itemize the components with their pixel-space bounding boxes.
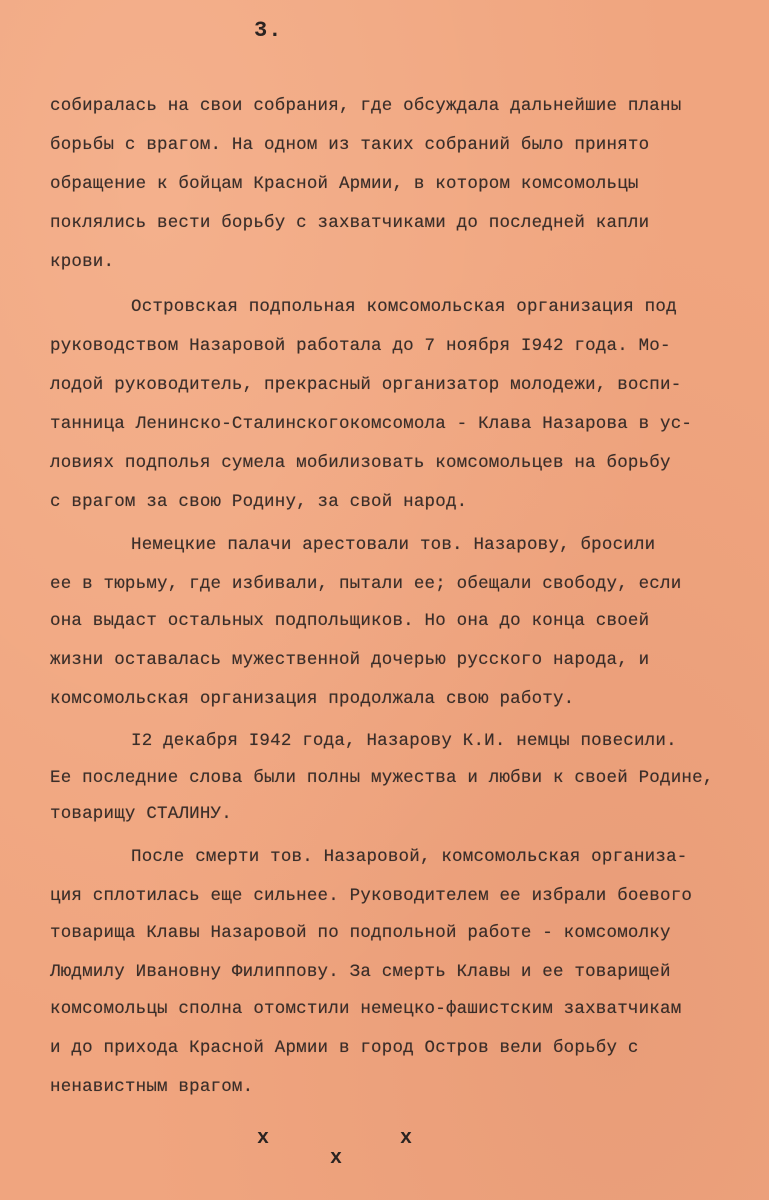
end-mark: x [257,1127,270,1150]
text-line: крови. [50,252,115,272]
text-line: ненавистным врагом. [50,1077,254,1097]
text-line: ция сплотилась еще сильнее. Руководителем ее избрали боевого [50,886,693,906]
text-line: комсомольская организация продолжала свою работу. [50,689,575,709]
text-line: Островская подпольная комсомольская организация под [131,297,677,317]
end-mark: x [330,1147,343,1170]
end-mark: x [400,1127,413,1150]
text-line: и до прихода Красной Армии в город Остров вели борьбу с [50,1038,639,1058]
text-line: Немецкие палачи арестовали тов. Назарову, бросили [131,535,656,555]
text-line: лодой руководитель, прекрасный организатор молодежи, воспи- [50,375,682,395]
text-line: После смерти тов. Назаровой, комсомольская организа- [131,847,688,867]
text-line: товарищу СТАЛИНУ. [50,804,232,824]
text-line: Ее последние слова были полны мужества и любви к своей Родине, [50,768,714,788]
text-line: жизни оставалась мужественной дочерью русского народа, и [50,650,650,670]
text-line: ловиях подполья сумела мобилизовать комсомольцев на борьбу [50,453,671,473]
text-line: руководством Назаровой работала до 7 ноября I942 года. Мо- [50,336,671,356]
text-line: обращение к бойцам Красной Армии, в котором комсомольцы [50,174,639,194]
text-line: танница Ленинско-Сталинскогокомсомола - Клава Назарова в ус- [50,414,693,434]
text-line: комсомольцы сполна отомстили немецко-фашистским захватчикам [50,999,682,1019]
text-line: борьбы с врагом. На одном из таких собраний было принято [50,135,650,155]
text-line: она выдаст остальных подпольщиков. Но она до конца своей [50,611,650,631]
text-line: собиралась на свои собрания, где обсуждала дальнейшие планы [50,96,682,116]
text-line: с врагом за свою Родину, за свой народ. [50,492,468,512]
text-line: товарища Клавы Назаровой по подпольной работе - комсомолку [50,923,671,943]
text-line: поклялись вести борьбу с захватчиками до последней капли [50,213,650,233]
text-line: Людмилу Ивановну Филиппову. За смерть Клавы и ее товарищей [50,962,671,982]
page-number: 3. [254,18,283,43]
text-line: ее в тюрьму, где избивали, пытали ее; обещали свободу, если [50,574,682,594]
text-line: I2 декабря I942 года, Назарову К.И. немцы повесили. [131,731,677,751]
